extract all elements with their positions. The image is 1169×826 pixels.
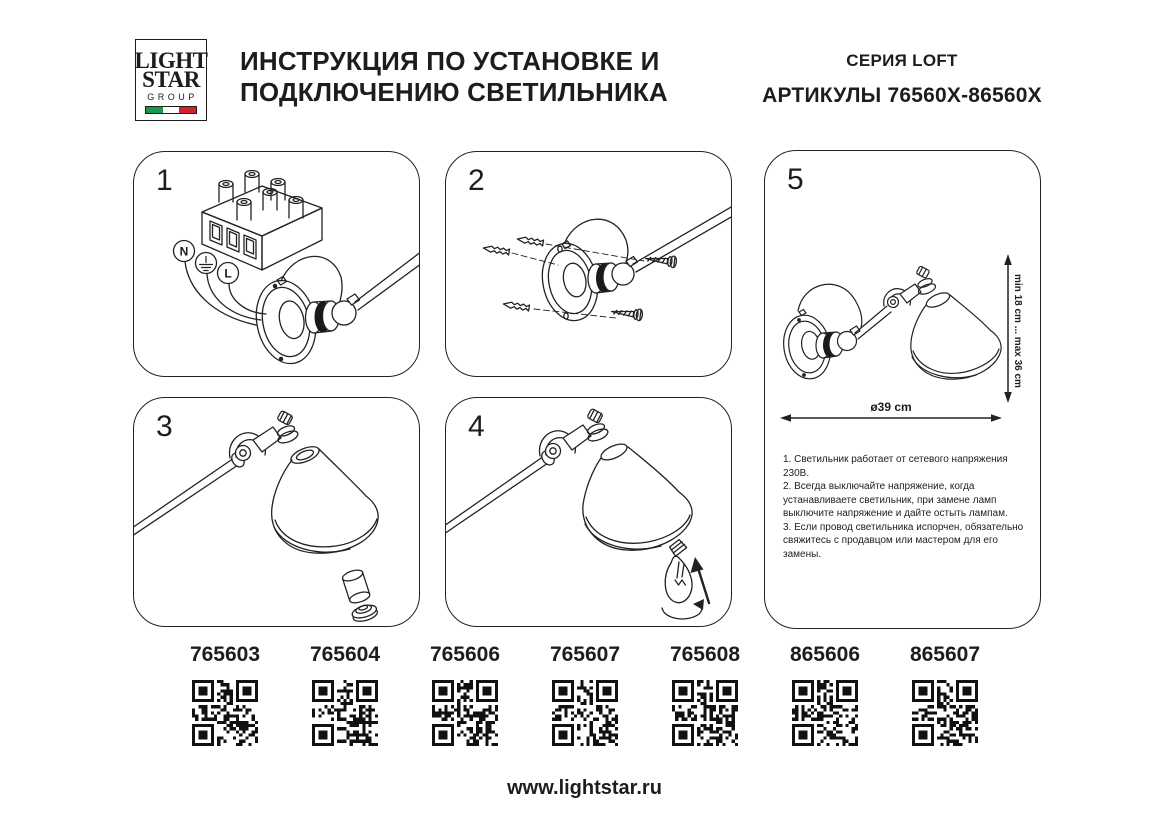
article-number: 765607 xyxy=(549,643,621,666)
article-item xyxy=(885,643,1005,746)
safety-note-2: 2. Всегда выключайте напряжение, когда устанавливаете светильник, при замене ламп выключите напряжение и дайте остыть лампам. xyxy=(783,481,1008,519)
swivel-joint xyxy=(540,425,591,459)
article-item xyxy=(525,643,645,746)
article-number: 765603 xyxy=(189,643,261,666)
diameter-label: ø39 cm xyxy=(870,400,912,414)
logo-text-light: LIGHT xyxy=(134,47,208,73)
qr-code xyxy=(672,680,738,746)
article-item xyxy=(285,643,405,746)
mounting-diagram xyxy=(446,152,732,377)
height-range-label: min 18 cm ... max 36 cm xyxy=(1012,274,1023,388)
lamp-shade xyxy=(583,441,692,550)
arm-rod-2 xyxy=(358,258,420,310)
article-number: 765606 xyxy=(429,643,501,666)
arm-rod xyxy=(446,456,544,526)
safety-note-3: 3. Если провод светильника испорчен, обязательно свяжитесь с продавцом или мастером для его замены. xyxy=(783,521,1024,560)
article-item xyxy=(645,643,765,746)
safety-note-1: 1. Светильник работает от сетевого напряжения 230В. xyxy=(783,454,1008,479)
article-number: 865607 xyxy=(909,643,981,666)
arm-rod-2 xyxy=(134,465,238,536)
articles-range-label: АРТИКУЛЫ 76560X-86560X xyxy=(762,84,1042,107)
wire-label-live: L xyxy=(224,266,232,281)
step-4-panel xyxy=(445,397,732,627)
earth-ground-icon xyxy=(200,257,213,271)
step-1-number: 1 xyxy=(156,164,173,197)
wire-label-neutral: N xyxy=(179,244,189,259)
shade-assembly-diagram xyxy=(134,398,420,627)
article-item xyxy=(165,643,285,746)
swivel-joint xyxy=(884,284,921,308)
page-title xyxy=(240,46,668,108)
article-item xyxy=(765,643,885,746)
italian-flag-icon xyxy=(145,106,197,114)
page-title-line1: ИНСТРУКЦИЯ ПО УСТАНОВКЕ И xyxy=(240,46,660,76)
terminal-screws xyxy=(219,171,303,221)
series-header xyxy=(742,51,1062,108)
cable-loop xyxy=(565,219,628,263)
lightstar-logo xyxy=(135,39,207,121)
pivot-hub xyxy=(816,326,860,358)
qr-code xyxy=(312,680,378,746)
step-5-panel xyxy=(764,150,1041,629)
wall-anchor-icon xyxy=(483,236,544,311)
light-bulb-icon xyxy=(665,539,692,603)
step-5-number: 5 xyxy=(787,163,804,196)
bulb-installation-diagram xyxy=(446,398,732,627)
arm-rod-2 xyxy=(446,463,548,534)
logo-text-star: STAR xyxy=(142,66,200,92)
lamp-shade xyxy=(272,443,378,553)
qr-code xyxy=(192,680,258,746)
earth-wire xyxy=(207,274,261,321)
page-title-line2: ПОДКЛЮЧЕНИЮ СВЕТИЛЬНИКА xyxy=(240,77,668,107)
neutral-wire xyxy=(185,262,256,326)
retaining-ring xyxy=(351,602,379,623)
insert-arrow-icon xyxy=(691,557,710,603)
step-3-panel xyxy=(133,397,420,627)
qr-code xyxy=(912,680,978,746)
terminal-block xyxy=(202,171,322,271)
qr-code xyxy=(552,680,618,746)
cable-loop xyxy=(281,256,342,301)
pivot-hub xyxy=(588,257,638,294)
series-label: СЕРИЯ LOFT xyxy=(846,51,958,70)
socket-sleeve xyxy=(341,568,371,605)
height-dimension xyxy=(1004,254,1012,403)
step-1-panel xyxy=(133,151,420,377)
lamp-shade xyxy=(911,290,1001,379)
arm-rod xyxy=(134,458,234,528)
step-2-number: 2 xyxy=(468,164,485,197)
arm-rod xyxy=(633,206,732,264)
arm-rod-2 xyxy=(636,216,732,272)
safety-notes xyxy=(783,453,1029,561)
article-number: 765608 xyxy=(669,643,741,666)
socket-cap xyxy=(586,408,609,443)
step-2-panel xyxy=(445,151,732,377)
article-number: 765604 xyxy=(309,643,381,666)
website-url: www.lightstar.ru xyxy=(507,777,662,799)
wiring-diagram xyxy=(134,152,420,377)
diameter-dimension xyxy=(780,414,1002,421)
step-4-number: 4 xyxy=(468,410,485,443)
arm-rod xyxy=(355,248,420,302)
socket-cap xyxy=(276,410,299,445)
qr-code xyxy=(792,680,858,746)
live-wire xyxy=(229,284,266,315)
article-list xyxy=(165,643,1005,746)
logo-text-group: GROUP xyxy=(147,91,198,102)
swivel-joint xyxy=(230,427,281,461)
article-number: 865606 xyxy=(789,643,861,666)
qr-code xyxy=(432,680,498,746)
pivot-hub xyxy=(306,294,360,333)
step-3-number: 3 xyxy=(156,410,173,443)
article-item xyxy=(405,643,525,746)
